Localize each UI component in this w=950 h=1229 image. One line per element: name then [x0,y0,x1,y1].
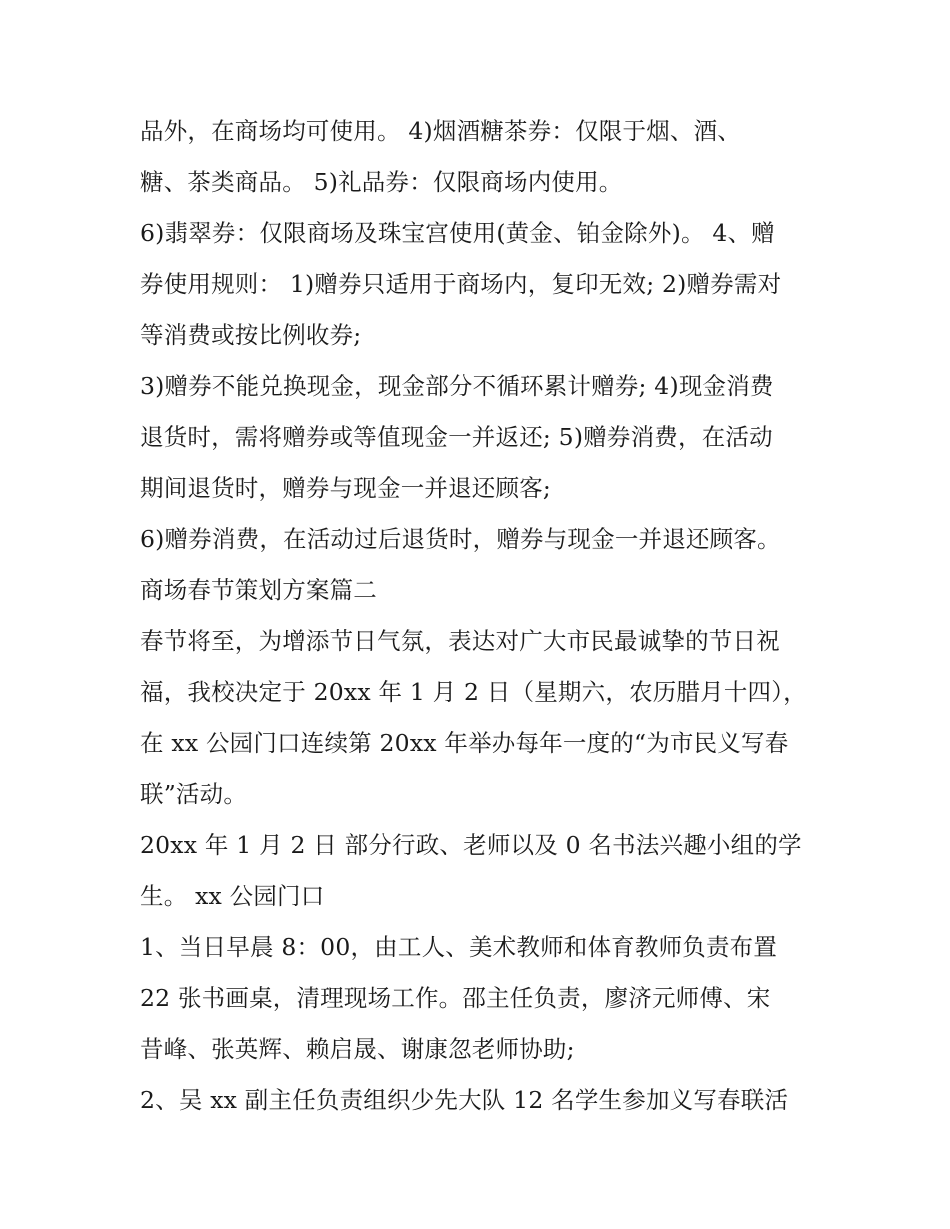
text-line: 糖、茶类商品。 5)礼品券：仅限商场内使用。 [140,168,623,196]
text-line: 1、当日早晨 8：00，由工人、美术教师和体育教师负责布置 [140,933,778,961]
text-line: 20xx 年 1 月 2 日 部分行政、老师以及 0 名书法兴趣小组的学 [140,831,802,859]
text-line: 春节将至，为增添节日气氛，表达对广大市民最诚挚的节日祝 [140,627,780,655]
text-line: 退货时，需将赠券或等值现金一并返还; 5)赠券消费，在活动 [140,423,773,451]
section-heading: 商场春节策划方案篇二 [140,576,377,604]
text-line: 3)赠券不能兑换现金，现金部分不循环累计赠券; 4)现金消费 [140,372,774,400]
text-line: 品外，在商场均可使用。 4)烟酒糖茶券：仅限于烟、酒、 [140,117,741,145]
text-line: 等消费或按比例收券; [140,321,362,349]
text-line: 联”活动。 [140,780,248,808]
text-line: 2、吴 xx 副主任负责组织少先大队 12 名学生参加义写春联活 [140,1086,789,1114]
document-body [140,106,840,1126]
text-line: 生。 xx 公园门口 [140,882,325,910]
text-line: 在 xx 公园门口连续第 20xx 年举办每年一度的“为市民义写春 [140,729,789,757]
text-line: 6)翡翠券：仅限商场及珠宝宫使用(黄金、铂金除外)。 4、赠 [140,219,775,247]
text-line: 福，我校决定于 20xx 年 1 月 2 日（星期六，农历腊月十四）， [140,678,807,706]
text-line: 22 张书画桌，清理现场工作。邵主任负责，廖济元师傅、宋 [140,984,771,1012]
text-line: 期间退货时，赠券与现金一并退还顾客; [140,474,552,502]
text-line: 昔峰、张英辉、赖启晟、谢康忽老师协助; [140,1035,575,1063]
text-line: 6)赠券消费，在活动过后退货时，赠券与现金一并退还顾客。 [140,525,781,553]
text-line: 券使用规则： 1)赠券只适用于商场内，复印无效; 2)赠券需对 [140,270,782,298]
